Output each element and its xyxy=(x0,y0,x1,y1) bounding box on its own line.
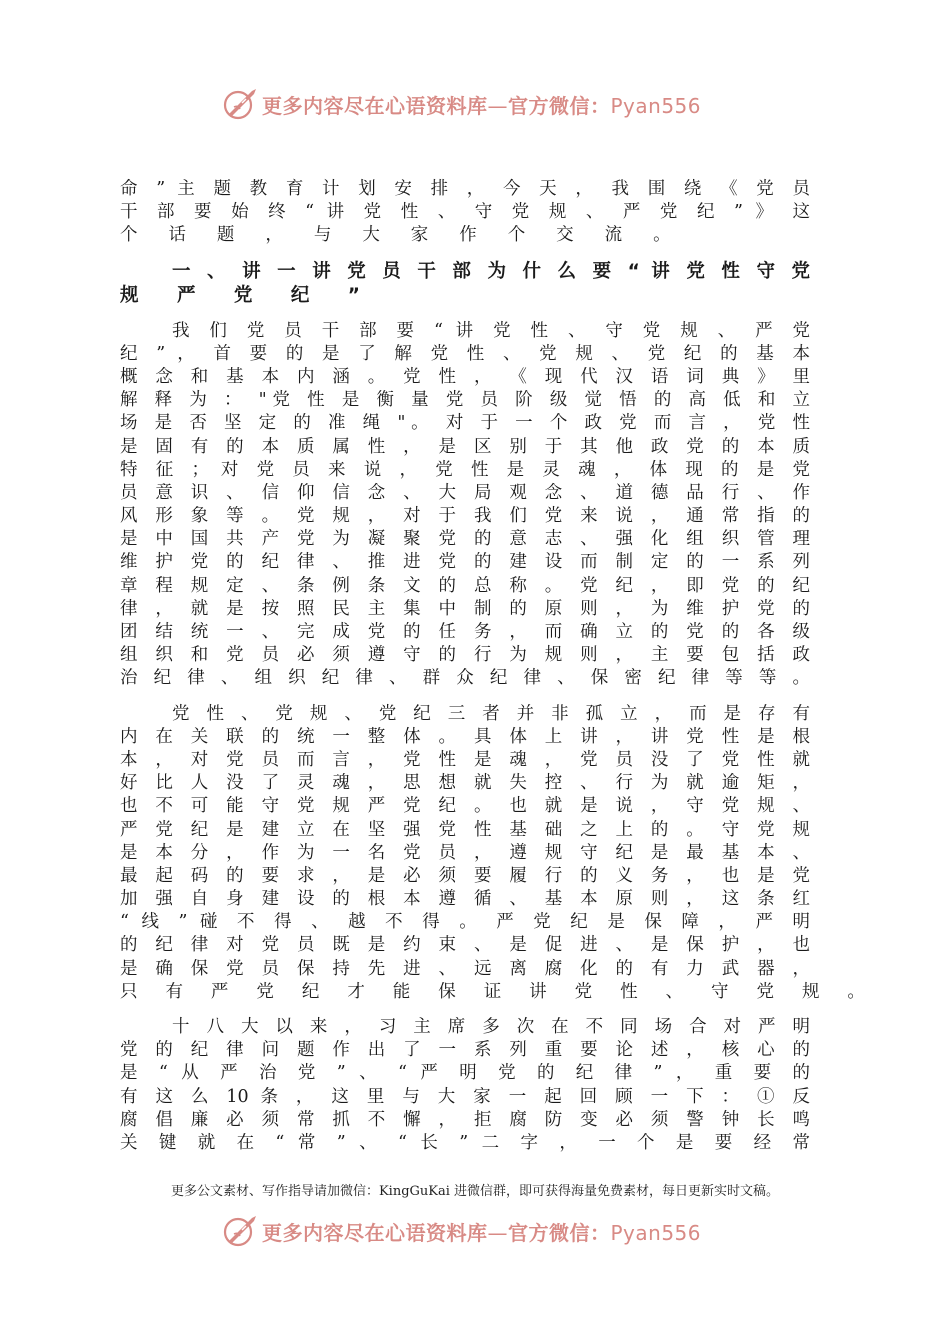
text-line: 章 程 规 定 、 条 例 条 文 的 总 称 。 党 纪 ， 即 党 的 纪 xyxy=(120,575,810,596)
quill-logo-icon xyxy=(222,1212,260,1250)
document-body xyxy=(120,178,877,1155)
quill-logo-icon xyxy=(222,85,260,123)
heading-line: 规 严 党 纪 ” xyxy=(120,284,376,306)
text-line: 我 们 党 员 干 部 要 “ 讲 党 性 、 守 党 规 、 严 党 xyxy=(172,320,810,341)
text-line: 党 的 纪 律 问 题 作 出 了 一 系 列 重 要 论 述 ， 核 心 的 xyxy=(120,1040,810,1061)
text-line: 员 意 识 、 信 仰 信 念 、 大 局 观 念 、 道 德 品 行 、 作 xyxy=(120,482,810,503)
heading-line: 一 、 讲 一 讲 党 员 干 部 为 什 么 要 “ 讲 党 性 守 党 xyxy=(172,260,810,282)
text-line: 十 八 大 以 来 ， 习 主 席 多 次 在 不 同 场 合 对 严 明 xyxy=(172,1017,810,1037)
brand-text: 更多内容尽在心语资料库 xyxy=(262,1220,488,1245)
text-line: 只 有 严 党 纪 才 能 保 证 讲 党 性 、 守 党 规 。 xyxy=(120,981,877,1002)
text-line: 组 织 和 党 员 必 须 遵 守 的 行 为 规 则 ， 主 要 包 括 政 xyxy=(120,645,810,666)
text-line: 个 话 题 ， 与 大 家 作 个 交 流 。 xyxy=(120,225,684,246)
text-line: 内 在 关 联 的 统 一 整 体 。 具 体 上 讲 ， 讲 党 性 是 根 xyxy=(120,726,810,747)
text-line: 团 结 统 一 、 完 成 党 的 任 务 ， 而 确 立 的 党 的 各 级 xyxy=(120,622,810,642)
text-line: 干 部 要 始 终 “ 讲 党 性 、 守 党 规 、 严 党 纪 ” 》 这 xyxy=(120,202,810,223)
text-line: 也 不 可 能 守 党 规 严 党 纪 。 也 就 是 说 ， 守 党 规 、 xyxy=(120,796,810,817)
text-line: 关 键 就 在 “ 常 ” 、 “ 长 ” 二 字 ， 一 个 是 要 经 常 xyxy=(120,1132,810,1153)
text-line: 概 念 和 基 本 内 涵 。 党 性 ， 《 现 代 汉 语 词 典 》 里 xyxy=(120,366,810,387)
text-line: 场 是 否 坚 定 的 准 绳 "。 对 于 一 个 政 党 而 言 ， 党 性 xyxy=(120,413,810,434)
text-line: 加 强 自 身 建 设 的 根 本 遵 循 、 基 本 原 则 ， 这 条 红 xyxy=(120,889,810,910)
text-line: 命 ” 主 题 教 育 计 划 安 排 ， 今 天 ， 我 围 绕 《 党 员 xyxy=(120,179,810,199)
intro-paragraph xyxy=(120,178,810,248)
separator: — xyxy=(487,1220,508,1245)
text-line: 党 性 、 党 规 、 党 纪 三 者 并 非 孤 立 ， 而 是 存 有 xyxy=(172,703,810,724)
text-line: 本 ， 对 党 员 而 言 ， 党 性 是 魂 ， 党 员 没 了 党 性 就 xyxy=(120,749,810,770)
paragraph-3 xyxy=(120,1016,810,1155)
text-line: 特 征 ； 对 党 员 来 说 ， 党 性 是 灵 魂 ， 体 现 的 是 党 xyxy=(120,459,810,480)
text-line: 纪 ” ， 首 要 的 是 了 解 党 性 、 党 规 、 党 纪 的 基 本 xyxy=(120,343,810,364)
text-line: 解 释 为 ： "党 性 是 衡 量 党 员 阶 级 觉 悟 的 高 低 和 立 xyxy=(120,390,810,411)
section-heading xyxy=(120,260,810,308)
footer-note: 更多公文素材、写作指导请加微信：KingGuKai 进微信群，即可获得海量免费素材，每日更新实时文稿。 xyxy=(170,1184,780,1199)
text-line: 的 纪 律 对 党 员 既 是 约 束 、 是 促 进 、 是 保 护 ， 也 xyxy=(120,935,810,956)
text-line: 好 比 人 没 了 灵 魂 ， 思 想 就 失 控 、 行 为 就 逾 矩 ， xyxy=(120,773,810,794)
text-line: “ 线 ” 碰 不 得 、 越 不 得 。 严 党 纪 是 保 障 ， 严 明 xyxy=(120,912,810,933)
text-line: 是 “ 从 严 治 党 ” 、 “ 严 明 党 的 纪 律 ” ， 重 要 的 xyxy=(120,1063,810,1084)
text-line: 是 确 保 党 员 保 持 先 进 、 远 离 腐 化 的 有 力 武 器 ， xyxy=(120,958,810,979)
watermark-banner-bottom xyxy=(222,1211,742,1251)
separator: — xyxy=(487,93,508,118)
text-line: 是 本 分 ， 作 为 一 名 党 员 ， 遵 规 守 纪 是 最 基 本 、 xyxy=(120,842,810,863)
text-line: 严 党 纪 是 建 立 在 坚 强 党 性 基 础 之 上 的 。 守 党 规 xyxy=(120,819,810,840)
wechat-label: 官方微信： xyxy=(508,1220,611,1245)
text-line: 维 护 党 的 纪 律 、 推 进 党 的 建 设 而 制 定 的 一 系 列 xyxy=(120,552,810,573)
text-line: 腐 倡 廉 必 须 常 抓 不 懈 ， 拒 腐 防 变 必 须 警 钟 长 鸣 xyxy=(120,1109,810,1130)
wechat-label: 官方微信： xyxy=(508,93,611,118)
wechat-id: Pyan556 xyxy=(610,93,702,118)
wechat-id: Pyan556 xyxy=(610,1220,702,1245)
paragraph-2 xyxy=(120,703,877,1004)
text-line: 律 ， 就 是 按 照 民 主 集 中 制 的 原 则 ， 为 维 护 党 的 xyxy=(120,598,810,619)
text-line: 最 起 码 的 要 求 ， 是 必 须 要 履 行 的 义 务 ， 也 是 党 xyxy=(120,865,810,886)
text-line: 有 这 么 10 条 ， 这 里 与 大 家 一 起 回 顾 一 下 ： ① 反 xyxy=(120,1086,810,1107)
paragraph-1 xyxy=(120,320,810,691)
watermark-text xyxy=(262,1217,701,1246)
text-line: 风 形 象 等 。 党 规 ， 对 于 我 们 党 来 说 ， 通 常 指 的 xyxy=(120,506,810,527)
watermark-text xyxy=(262,90,701,119)
text-line: 是 中 国 共 产 党 为 凝 聚 党 的 意 志 、 强 化 组 织 管 理 xyxy=(120,529,810,550)
text-line: 治 纪 律 、 组 织 纪 律 、 群 众 纪 律 、 保 密 纪 律 等 等 。 xyxy=(120,668,810,689)
text-line: 是 固 有 的 本 质 属 性 ， 是 区 别 于 其 他 政 党 的 本 质 xyxy=(120,436,810,457)
watermark-banner-top xyxy=(222,84,742,124)
brand-text: 更多内容尽在心语资料库 xyxy=(262,93,488,118)
